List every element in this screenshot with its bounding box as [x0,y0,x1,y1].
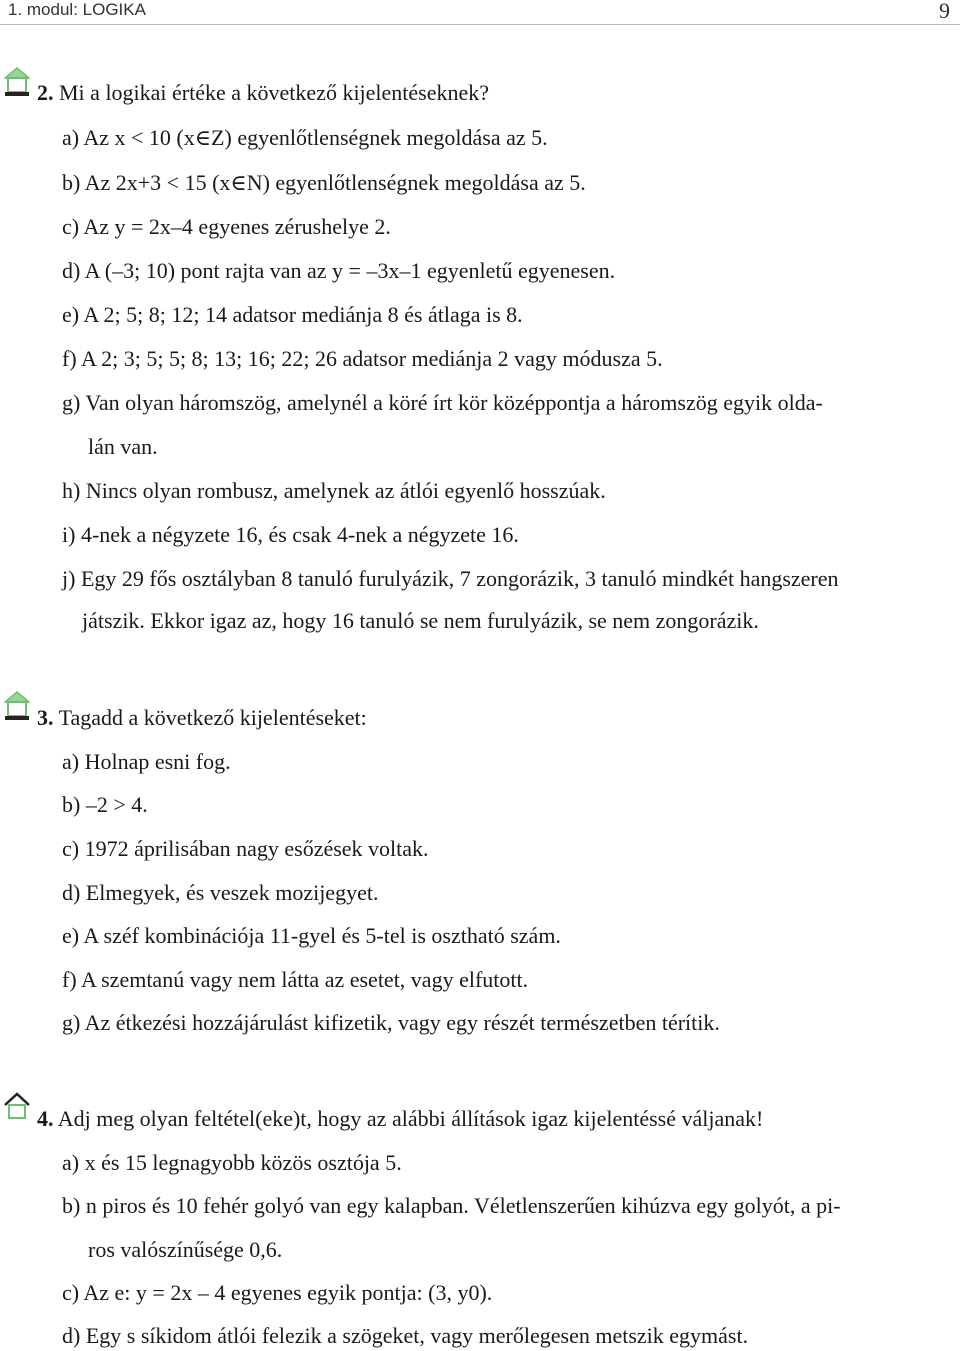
task-item: e) A széf kombinációja 11-gyel és 5-tel is osztható szám. [62,923,561,948]
task-item: b) n piros és 10 fehér golyó van egy kalapban. Véletlenszerűen kihúzva egy golyót, a pi- [62,1193,841,1218]
task-item-continuation: játszik. Ekkor igaz az, hogy 16 tanuló se nem furulyázik, se nem zongorázik. [82,608,759,633]
task-3-heading [37,705,367,731]
task-number: 4. [37,1106,54,1131]
task-item: c) Az y = 2x–4 egyenes zérushelye 2. [62,214,391,239]
task-item: d) Egy s síkidom átlói felezik a szögeket, vagy merőlegesen metszik egymást. [62,1323,749,1348]
task-item: g) Van olyan háromszög, amelynél a köré írt kör középpontja a háromszög egyik olda- [62,390,823,415]
task-number: 2. [37,80,54,105]
task-4-heading [37,1106,763,1132]
task-item: c) Az e: y = 2x – 4 egyenes egyik pontja: (3, y0). [62,1280,493,1305]
task-item: e) A 2; 5; 8; 12; 14 adatsor mediánja 8 és átlaga is 8. [62,302,523,327]
task-item: c) 1972 áprilisában nagy esőzések voltak. [62,836,429,861]
task-item: d) Elmegyek, és veszek mozijegyet. [62,880,379,905]
task-item: f) A szemtanú vagy nem látta az esetet, vagy elfutott. [62,967,529,992]
house-icon [4,690,30,722]
task-item: i) 4-nek a négyzete 16, és csak 4-nek a négyzete 16. [62,522,519,547]
page-number: 9 [939,0,950,23]
module-title: 1. modul: LOGIKA [8,0,146,19]
task-item: j) Egy 29 fős osztályban 8 tanuló furulyázik, 7 zongorázik, 3 tanuló mindkét hangszeren [62,566,839,591]
task-item: a) x és 15 legnagyobb közös osztója 5. [62,1150,402,1175]
task-item: b) –2 > 4. [62,792,148,817]
task-2-heading [37,80,489,106]
task-number: 3. [37,705,54,730]
task-item: a) Holnap esni fog. [62,749,231,774]
task-item-continuation: ros valószínűsége 0,6. [88,1237,283,1262]
task-title: Tagadd a következő kijelentéseket: [58,705,367,730]
task-title: Mi a logikai értéke a következő kijelentéseknek? [59,80,490,105]
task-item: a) Az x < 10 (x∈Z) egyenlőtlenségnek megoldása az 5. [62,125,548,150]
task-item: f) A 2; 3; 5; 5; 8; 13; 16; 22; 26 adatsor mediánja 2 vagy módusza 5. [62,346,663,371]
house-outline-icon [4,1092,30,1124]
house-icon [4,66,30,98]
task-item-continuation: lán van. [88,434,158,459]
task-item: g) Az étkezési hozzájárulást kifizetik, vagy egy részét természetben térítik. [62,1010,720,1035]
task-item: d) A (–3; 10) pont rajta van az y = –3x–1 egyenletű egyenesen. [62,258,616,283]
task-item: h) Nincs olyan rombusz, amelynek az átlói egyenlő hosszúak. [62,478,606,503]
task-title: Adj meg olyan feltétel(eke)t, hogy az alábbi állítások igaz kijelentéssé váljanak! [57,1106,764,1131]
task-item: b) Az 2x+3 < 15 (x∈N) egyenlőtlenségnek megoldása az 5. [62,170,586,195]
page-header [0,0,960,25]
